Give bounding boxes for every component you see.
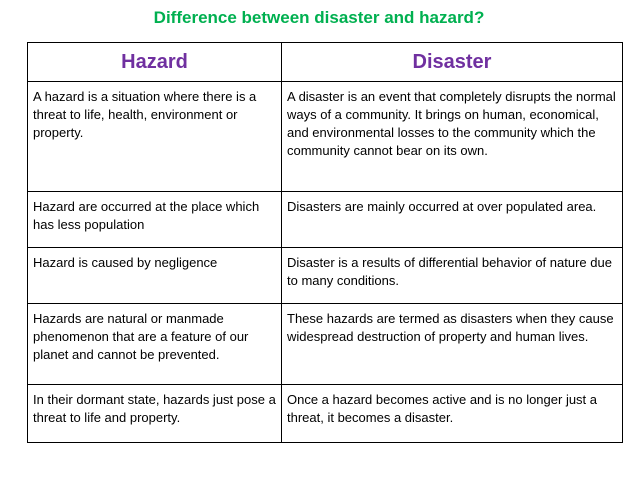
- hazard-cell: A hazard is a situation where there is a threat to life, health, environment or property.: [28, 82, 282, 192]
- hazard-cell: Hazards are natural or manmade phenomenon that are a feature of our planet and cannot be prevented.: [28, 304, 282, 385]
- table-header-row: [28, 43, 623, 82]
- comparison-table: [27, 42, 623, 443]
- header-disaster: Disaster: [282, 43, 623, 82]
- header-hazard: Hazard: [28, 43, 282, 82]
- disaster-cell: A disaster is an event that completely disrupts the normal ways of a community. It brings on human, economical, and environmental losses to the community which the community cannot bear on its own.: [282, 82, 623, 192]
- table-row: [28, 304, 623, 385]
- table-row: [28, 82, 623, 192]
- disaster-cell: These hazards are termed as disasters when they cause widespread destruction of property and human lives.: [282, 304, 623, 385]
- table-row: [28, 192, 623, 248]
- table-row: [28, 248, 623, 304]
- disaster-cell: Disaster is a results of differential behavior of nature due to many conditions.: [282, 248, 623, 304]
- page-title: Difference between disaster and hazard?: [153, 8, 485, 27]
- table-row: [28, 385, 623, 443]
- hazard-cell: In their dormant state, hazards just pose a threat to life and property.: [28, 385, 282, 443]
- hazard-cell: Hazard are occurred at the place which has less population: [28, 192, 282, 248]
- hazard-cell: Hazard is caused by negligence: [28, 248, 282, 304]
- disaster-cell: Once a hazard becomes active and is no longer just a threat, it becomes a disaster.: [282, 385, 623, 443]
- disaster-cell: Disasters are mainly occurred at over populated area.: [282, 192, 623, 248]
